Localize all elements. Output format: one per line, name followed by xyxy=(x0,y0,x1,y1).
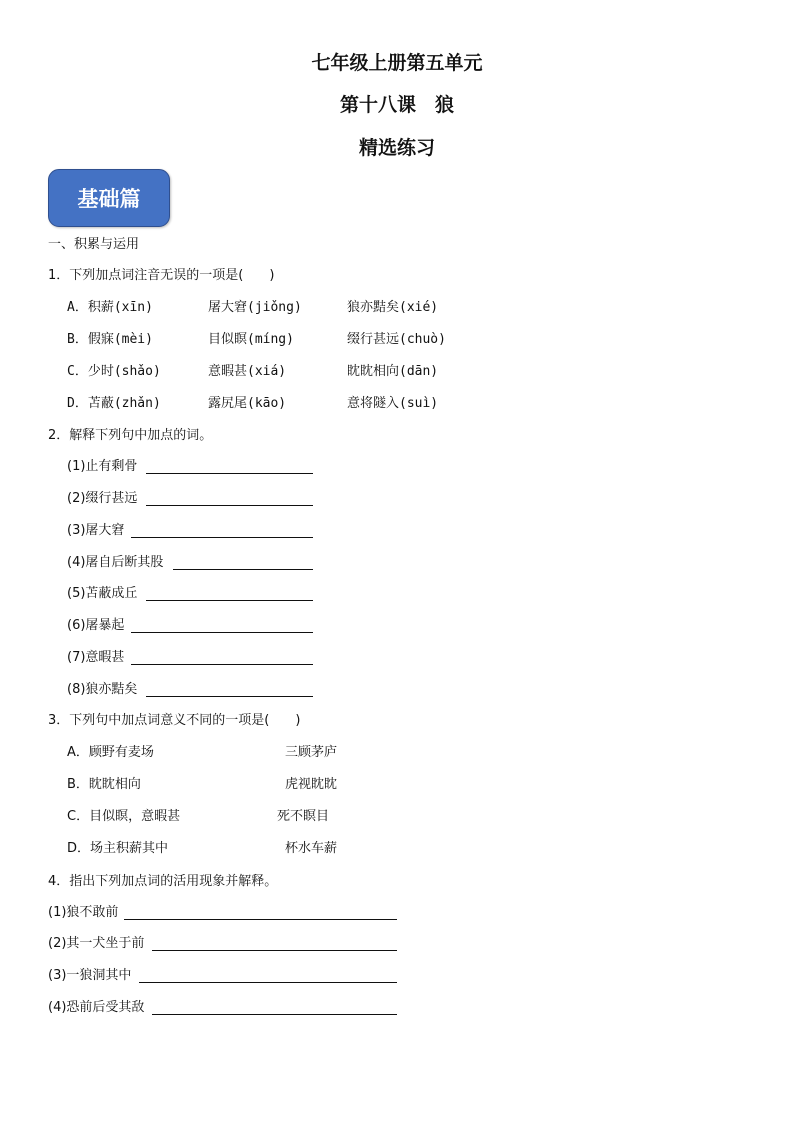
q3-option-d-left: D．场主积薪其中 xyxy=(67,841,169,856)
q2-answer-line-8[interactable] xyxy=(146,696,313,697)
q2-item-8: (8)狼亦黠矣 xyxy=(67,682,138,697)
question-2-stem: 2．解释下列句中加点的词。 xyxy=(48,428,213,443)
q1-option-d-2: 露尻尾(kāo) xyxy=(208,396,287,411)
lesson-title: 第十八课 狼 xyxy=(339,94,454,116)
q4-item-2: (2)其一犬坐于前 xyxy=(48,936,145,951)
q2-answer-line-2[interactable] xyxy=(146,505,313,506)
q2-item-2: (2)缀行甚远 xyxy=(67,491,138,506)
q2-item-5: (5)苫蔽成丘 xyxy=(67,586,138,601)
q1-option-c-1: C．少时(shǎo) xyxy=(67,364,161,379)
basic-level-badge: 基础篇 xyxy=(48,169,170,227)
q1-option-d-1: D．苫蔽(zhǎn) xyxy=(67,396,161,411)
section-heading: 一、积累与运用 xyxy=(48,237,140,252)
q2-item-7: (7)意暇甚 xyxy=(67,650,125,665)
q1-option-d-3: 意将隧入(suì) xyxy=(347,396,439,411)
q4-item-3: (3)一狼洞其中 xyxy=(48,968,132,983)
q2-answer-line-7[interactable] xyxy=(131,664,313,665)
q2-answer-line-6[interactable] xyxy=(131,632,313,633)
q1-option-a-3: 狼亦黠矣(xié) xyxy=(347,300,439,315)
q3-option-b-left: B．眈眈相向 xyxy=(67,777,141,792)
q2-item-6: (6)屠暴起 xyxy=(67,618,125,633)
q3-option-b-right: 虎视眈眈 xyxy=(285,777,338,792)
q3-option-c-left: C．目似瞑，意暇甚 xyxy=(67,809,181,824)
q1-option-a-1: A．积薪(xīn) xyxy=(67,300,153,315)
q2-answer-line-4[interactable] xyxy=(173,569,313,570)
q3-option-c-right: 死不瞑目 xyxy=(277,809,330,824)
q3-option-a-right: 三顾茅庐 xyxy=(285,745,338,760)
section-subtitle: 精选练习 xyxy=(358,137,435,159)
q1-option-b-2: 目似瞑(míng) xyxy=(208,332,294,347)
q4-answer-line-2[interactable] xyxy=(152,950,397,951)
q2-answer-line-1[interactable] xyxy=(146,473,313,474)
q4-item-1: (1)狼不敢前 xyxy=(48,905,119,920)
question-4-stem: 4．指出下列加点词的活用现象并解释。 xyxy=(48,874,278,889)
page-title: 七年级上册第五单元 xyxy=(311,52,483,74)
q1-option-a-2: 屠大窘(jiǒng) xyxy=(208,300,302,315)
q4-item-4: (4)恐前后受其敌 xyxy=(48,1000,145,1015)
q1-option-c-2: 意暇甚(xiá) xyxy=(208,364,287,379)
question-1-stem: 1．下列加点词注音无误的一项是( ) xyxy=(48,268,275,283)
q1-option-c-3: 眈眈相向(dān) xyxy=(347,364,439,379)
q2-answer-line-3[interactable] xyxy=(131,537,313,538)
q4-answer-line-3[interactable] xyxy=(139,982,397,983)
q3-option-a-left: A．顾野有麦场 xyxy=(67,745,154,760)
q4-answer-line-1[interactable] xyxy=(124,919,397,920)
q4-answer-line-4[interactable] xyxy=(152,1014,397,1015)
q1-option-b-3: 缀行甚远(chuò) xyxy=(347,332,446,347)
q2-item-3: (3)屠大窘 xyxy=(67,523,125,538)
q2-item-1: (1)止有剩骨 xyxy=(67,459,138,474)
q2-answer-line-5[interactable] xyxy=(146,600,313,601)
q1-option-b-1: B．假寐(mèi) xyxy=(67,332,153,347)
q2-item-4: (4)屠自后断其股 xyxy=(67,555,164,570)
question-3-stem: 3．下列句中加点词意义不同的一项是( ) xyxy=(48,713,301,728)
q3-option-d-right: 杯水车薪 xyxy=(285,841,338,856)
